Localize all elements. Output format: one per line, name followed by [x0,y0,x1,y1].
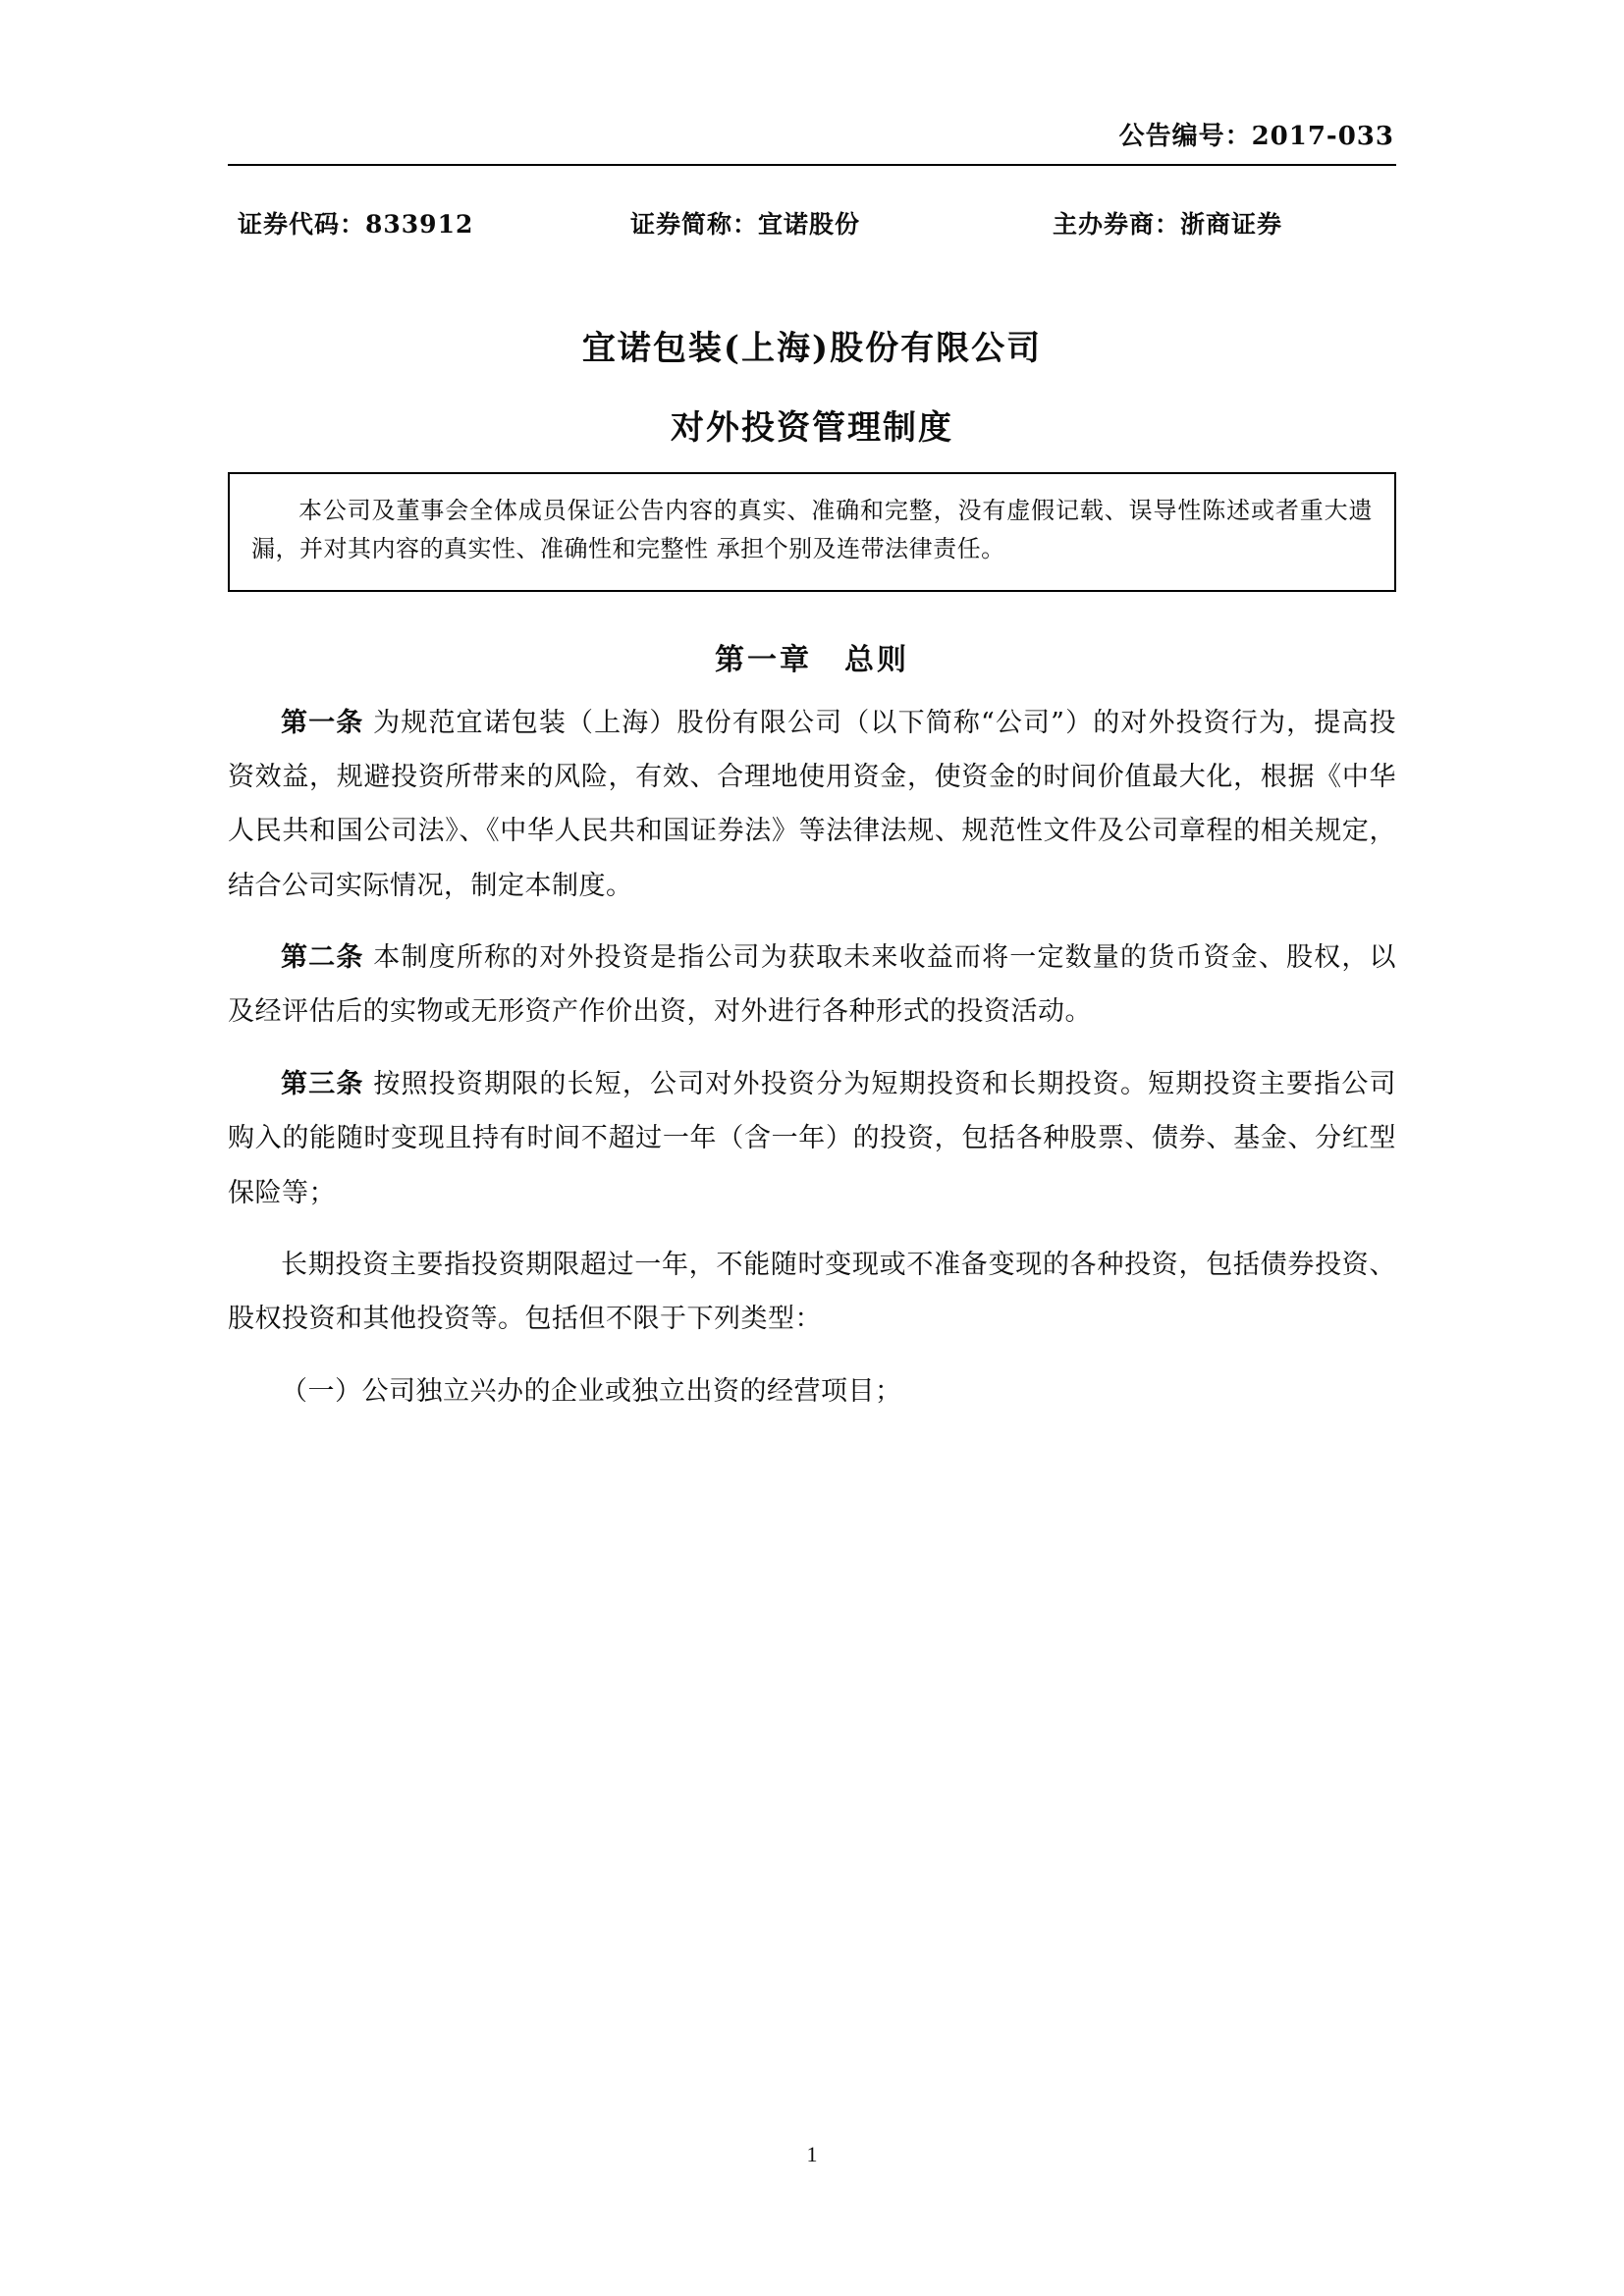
announcement-number: 公告编号：2017-033 [1118,122,1394,151]
page-number: 1 [806,2142,818,2166]
sponsor-broker: 主办券商：浙商证券 [1053,210,1283,239]
article-1-paragraph [228,696,1396,913]
article-2-text: 本制度所称的对外投资是指公司为获取未来收益而将一定数量的货币资金、股权，以及经评估后的实物或无形资产作价出资，对外进行各种形式的投资活动。 [228,942,1397,1028]
disclaimer-text: 本公司及董事会全体成员保证公告内容的真实、准确和完整，没有虚假记载、误导性陈述或者重大遗漏，并对其内容的真实性、准确性和完整性 承担个别及连带法律责任。 [251,497,1373,562]
page-content [228,0,1396,1418]
header-divider [228,164,1396,166]
list-item-one: （一）公司独立兴办的企业或独立出资的经营项目； [281,1375,902,1407]
document-title: 对外投资管理制度 [671,408,953,448]
security-abbreviation: 证券简称：宜诺股份 [630,210,861,239]
security-code: 证券代码：833912 [238,210,474,239]
chapter-heading-one: 第一章 总则 [715,642,909,677]
article-2-paragraph [228,931,1396,1040]
disclaimer-box [228,472,1396,592]
company-title: 宜诺包装(上海)股份有限公司 [581,329,1043,368]
article-1-label: 第一条 [281,707,364,738]
article-3-label: 第三条 [281,1068,364,1099]
article-3-text: 按照投资期限的长短，公司对外投资分为短期投资和长期投资。短期投资主要指公司购入的能随时变现且持有时间不超过一年（含一年）的投资，包括各种股票、债券、基金、分红型保险等； [228,1068,1397,1208]
article-3-paragraph [228,1057,1396,1220]
article-1-text: 为规范宜诺包装（上海）股份有限公司（以下简称“公司”）的对外投资行为，提高投资效益，规避投资所带来的风险，有效、合理地使用资金，使资金的时间价值最大化，根据《中华人民共和国公司法》、《中华人民共和国证券法》等法律法规、规范性文件及公司章程的相关规定，结合公司实际情况，制定本制度。 [228,707,1396,901]
security-info-row [228,205,1396,240]
long-term-investment-paragraph: 长期投资主要指投资期限超过一年，不能随时变现或不准备变现的各种投资，包括债券投资、股权投资和其他投资等。包括但不限于下列类型： [228,1249,1396,1335]
article-2-label: 第二条 [281,942,364,974]
